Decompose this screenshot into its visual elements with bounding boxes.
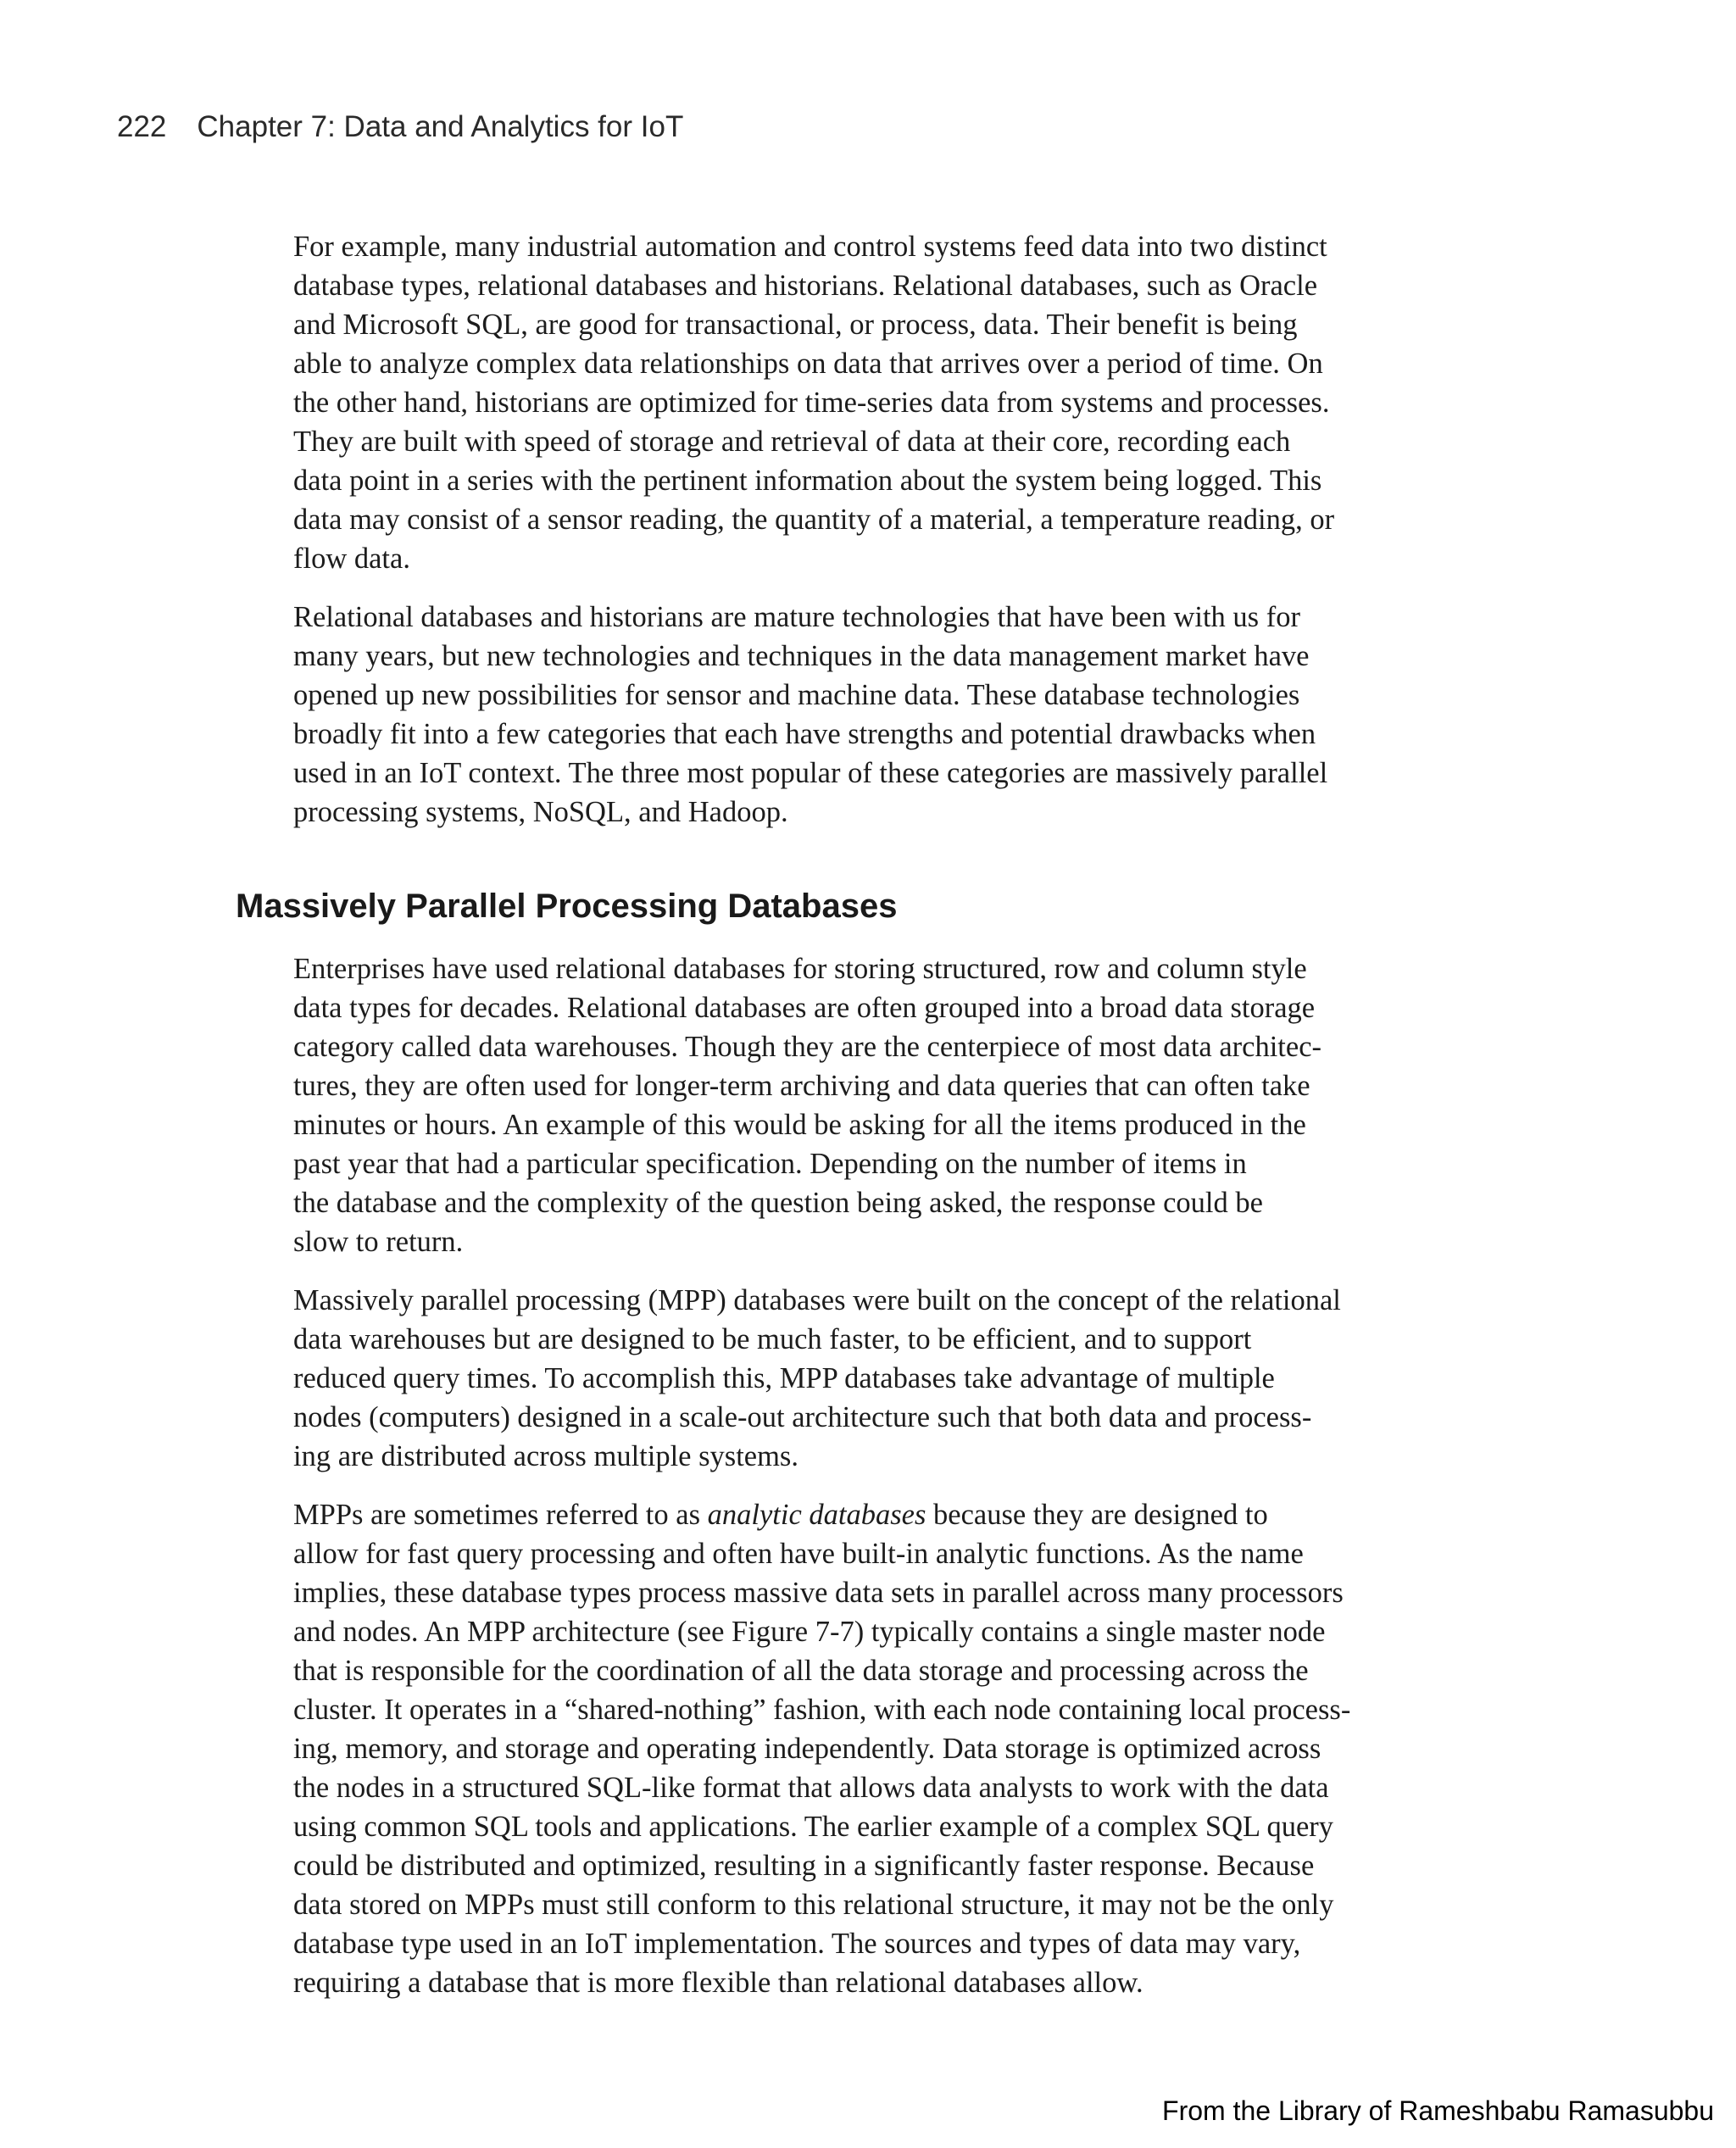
text-line: data types for decades. Relational databases are often grouped into a broad data storage <box>293 992 1316 1024</box>
text-line: broadly fit into a few categories that each have strengths and potential drawbacks when <box>293 718 1316 750</box>
page-number: 222 <box>117 110 167 143</box>
text-line: data point in a series with the pertinent information about the system being logged. This <box>293 465 1322 497</box>
section-paragraph-3 <box>293 1495 1455 2002</box>
text-line: the other hand, historians are optimized for time-series data from systems and processes. <box>293 387 1330 419</box>
section-paragraph-2 <box>293 1281 1455 1476</box>
text-line: Enterprises have used relational databases for storing structured, row and column style <box>293 953 1307 985</box>
text-line: using common SQL tools and applications. The earlier example of a complex SQL query <box>293 1811 1334 1843</box>
text-line: could be distributed and optimized, resulting in a significantly faster response. Because <box>293 1850 1315 1882</box>
text-line: They are built with speed of storage and retrieval of data at their core, recording each <box>293 426 1291 458</box>
running-head <box>117 110 683 144</box>
text-line: nodes (computers) designed in a scale-out architecture such that both data and process- <box>293 1401 1312 1433</box>
chapter-title: Chapter 7: Data and Analytics for IoT <box>197 110 684 143</box>
text-run: because they are designed to <box>926 1499 1268 1531</box>
text-line: Massively parallel processing (MPP) databases were built on the concept of the relational <box>293 1284 1341 1316</box>
text-line: ing are distributed across multiple systems. <box>293 1440 798 1472</box>
text-line: data stored on MPPs must still conform to this relational structure, it may not be the only <box>293 1889 1334 1921</box>
text-line: the nodes in a structured SQL-like format that allows data analysts to work with the data <box>293 1772 1329 1804</box>
text-line: cluster. It operates in a “shared-nothing” fashion, with each node containing local process- <box>293 1694 1351 1726</box>
text-run: MPPs are sometimes referred to as <box>293 1499 708 1531</box>
text-line: implies, these database types process massive data sets in parallel across many processors <box>293 1577 1344 1609</box>
text-line <box>293 1495 1455 1534</box>
text-line: able to analyze complex data relationships on data that arrives over a period of time. On <box>293 348 1323 380</box>
text-line: processing systems, NoSQL, and Hadoop. <box>293 796 788 828</box>
text-line: past year that had a particular specification. Depending on the number of items in <box>293 1148 1247 1180</box>
section-paragraph-1 <box>293 949 1455 1261</box>
text-line: data warehouses but are designed to be much faster, to be efficient, and to support <box>293 1323 1252 1355</box>
text-line: and nodes. An MPP architecture (see Figure 7-7) typically contains a single master node <box>293 1616 1326 1648</box>
text-line: tures, they are often used for longer-term archiving and data queries that can often take <box>293 1070 1310 1102</box>
text-line: data may consist of a sensor reading, the quantity of a material, a temperature reading, or <box>293 504 1335 536</box>
text-line: many years, but new technologies and techniques in the data management market have <box>293 640 1310 672</box>
text-line: requiring a database that is more flexible than relational databases allow. <box>293 1967 1143 1999</box>
emphasis-term: analytic databases <box>707 1499 926 1531</box>
text-line: For example, many industrial automation and control systems feed data into two distinct <box>293 231 1327 263</box>
text-line: reduced query times. To accomplish this, MPP databases take advantage of multiple <box>293 1362 1275 1394</box>
intro-paragraph-2 <box>293 598 1455 832</box>
text-line: ing, memory, and storage and operating independently. Data storage is optimized across <box>293 1733 1321 1765</box>
text-line: minutes or hours. An example of this would be asking for all the items produced in the <box>293 1109 1306 1141</box>
text-line: database type used in an IoT implementation. The sources and types of data may vary, <box>293 1928 1301 1960</box>
text-line: opened up new possibilities for sensor and machine data. These database technologies <box>293 679 1300 711</box>
text-line: used in an IoT context. The three most popular of these categories are massively parallel <box>293 757 1328 789</box>
text-line: flow data. <box>293 543 410 575</box>
library-footer-note: From the Library of Rameshbabu Ramasubbu <box>1162 2095 1714 2126</box>
section-heading: Massively Parallel Processing Databases <box>236 888 898 925</box>
text-line: allow for fast query processing and often have built-in analytic functions. As the name <box>293 1538 1304 1570</box>
text-line: and Microsoft SQL, are good for transactional, or process, data. Their benefit is being <box>293 309 1298 341</box>
text-line: Relational databases and historians are mature technologies that have been with us for <box>293 601 1300 633</box>
intro-paragraph-1 <box>293 227 1455 578</box>
text-line: database types, relational databases and historians. Relational databases, such as Oracle <box>293 270 1318 302</box>
text-line: slow to return. <box>293 1226 464 1258</box>
text-line: that is responsible for the coordination of all the data storage and processing across the <box>293 1655 1309 1687</box>
text-line: category called data warehouses. Though they are the centerpiece of most data architec- <box>293 1031 1321 1063</box>
text-line: the database and the complexity of the question being asked, the response could be <box>293 1187 1263 1219</box>
